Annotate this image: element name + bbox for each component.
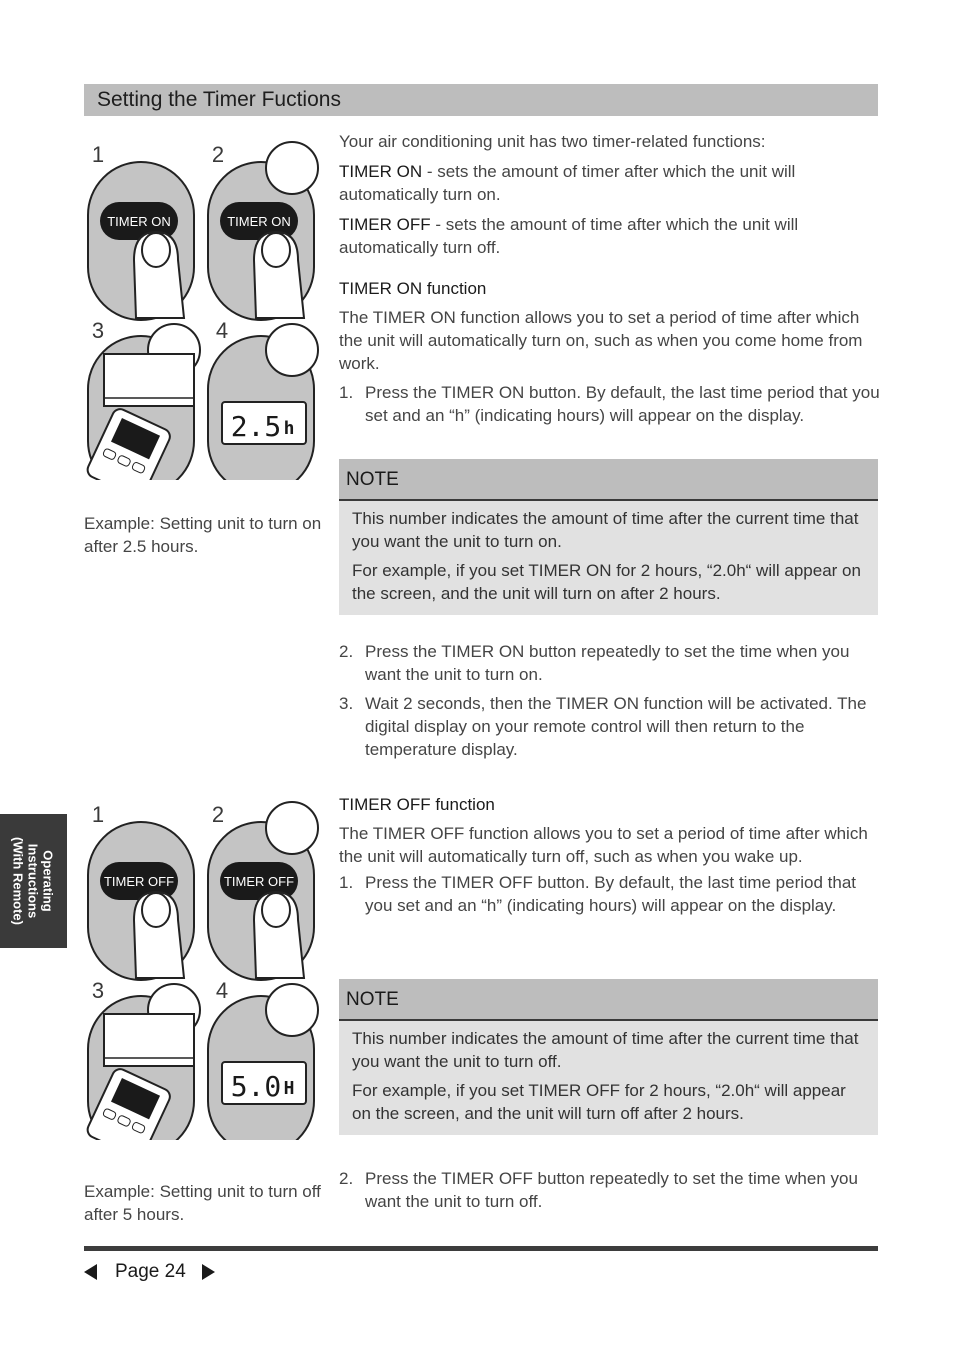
timer-off-note xyxy=(339,979,878,1135)
note-title: NOTE xyxy=(339,459,878,501)
timer-off-description: The TIMER OFF function allows you to set a period of time after which the unit will automatically turn off, such as when you wake up. xyxy=(339,824,868,866)
display-value: 5.0 xyxy=(230,1070,282,1103)
timer-on-heading: TIMER ON function xyxy=(339,279,487,298)
step-number-2: 2 xyxy=(211,802,225,827)
button-label: TIMER OFF xyxy=(223,874,295,889)
timer-off-step-1 xyxy=(339,871,881,917)
timer-off-heading: TIMER OFF function xyxy=(339,795,495,814)
step-number-2: 2 xyxy=(211,142,225,167)
side-tab-line: (With Remote) xyxy=(10,837,26,925)
step-number-3: 3 xyxy=(91,318,105,343)
note-body xyxy=(339,1021,878,1135)
step-text: Press the TIMER ON button repeatedly to set the time when you want the unit to turn on. xyxy=(365,642,850,684)
step-text: Press the TIMER OFF button. By default, the last time period that you set and an “h” (indicating hours) will appear on the display. xyxy=(365,873,857,915)
timer-on-step-3 xyxy=(339,692,881,761)
side-section-tab xyxy=(0,814,67,948)
button-label: TIMER ON xyxy=(227,214,291,229)
intro-text: Your air conditioning unit has two timer-related functions: xyxy=(339,132,766,151)
note-body xyxy=(339,501,878,615)
timer-on-def-text: - sets the amount of timer after which the unit will automatically turn on. xyxy=(339,162,796,204)
previous-page-arrow-icon[interactable] xyxy=(84,1264,97,1280)
timer-on-description: The TIMER ON function allows you to set a period of time after which the unit will automatically turn on, such as when you come home from work. xyxy=(339,308,863,373)
timer-on-definition xyxy=(339,160,881,206)
next-page-arrow-icon[interactable] xyxy=(202,1264,215,1280)
section-title: Setting the Timer Fuctions xyxy=(84,84,878,116)
timer-off-block xyxy=(339,793,881,917)
step-number-1: 1 xyxy=(91,142,105,167)
step-number-4: 4 xyxy=(215,978,229,1003)
display-value: 2.5 xyxy=(230,410,282,443)
step-number: 3. xyxy=(339,694,354,713)
intro-block xyxy=(339,130,881,427)
timer-off-definition xyxy=(339,213,881,259)
timer-on-caption: Example: Setting unit to turn on after 2.5 hours. xyxy=(84,514,322,556)
step-number: 2. xyxy=(339,1169,354,1188)
side-tab-label xyxy=(11,816,56,946)
timer-off-caption: Example: Setting unit to turn off after 5 hours. xyxy=(84,1182,321,1224)
step-number-3: 3 xyxy=(91,978,105,1003)
timer-off-illustration xyxy=(84,800,324,1140)
step-text: Press the TIMER ON button. By default, the last time period that you set and an “h” (indicating hours) will appear on the display. xyxy=(365,383,880,425)
timer-on-illustration xyxy=(84,140,324,480)
page-number: Page 24 xyxy=(115,1261,186,1282)
step-number-1: 1 xyxy=(91,802,105,827)
timer-on-step-1 xyxy=(339,381,881,427)
timer-off-step-2 xyxy=(339,1167,881,1213)
timer-on-steps-continued xyxy=(339,640,881,761)
step-number: 1. xyxy=(339,383,354,402)
footer-rule xyxy=(84,1246,878,1251)
timer-on-term: TIMER ON xyxy=(339,162,423,181)
step-text: Press the TIMER OFF button repeatedly to set the time when you want the unit to turn off. xyxy=(365,1169,858,1211)
timer-on-note xyxy=(339,459,878,615)
button-label: TIMER ON xyxy=(107,214,171,229)
step-number: 2. xyxy=(339,642,354,661)
page-footer xyxy=(84,1259,215,1285)
note-paragraph: For example, if you set TIMER OFF for 2 hours, “2.0h“ will appear on the screen, and the unit will turn off after 2 hours. xyxy=(352,1081,846,1123)
timer-off-steps-continued xyxy=(339,1167,881,1213)
button-label: TIMER OFF xyxy=(103,874,175,889)
timer-off-term: TIMER OFF xyxy=(339,215,431,234)
display-unit: h xyxy=(283,418,295,439)
side-tab-line: Operating xyxy=(40,850,56,912)
display-unit: H xyxy=(283,1078,295,1099)
side-tab-line: Instructions xyxy=(25,843,41,919)
note-paragraph: For example, if you set TIMER ON for 2 hours, “2.0h“ will appear on the screen, and the unit will turn on after 2 hours. xyxy=(352,561,861,603)
note-paragraph: This number indicates the amount of time after the current time that you want the unit to turn off. xyxy=(352,1029,859,1071)
note-title: NOTE xyxy=(339,979,878,1021)
step-number-4: 4 xyxy=(215,318,229,343)
step-text: Wait 2 seconds, then the TIMER ON function will be activated. The digital display on your remote control will then return to the temperature display. xyxy=(365,694,867,759)
step-number: 1. xyxy=(339,873,354,892)
timer-on-step-2 xyxy=(339,640,881,686)
timer-off-def-text: - sets the amount of time after which the unit will automatically turn off. xyxy=(339,215,799,257)
note-paragraph: This number indicates the amount of time after the current time that you want the unit to turn on. xyxy=(352,509,859,551)
